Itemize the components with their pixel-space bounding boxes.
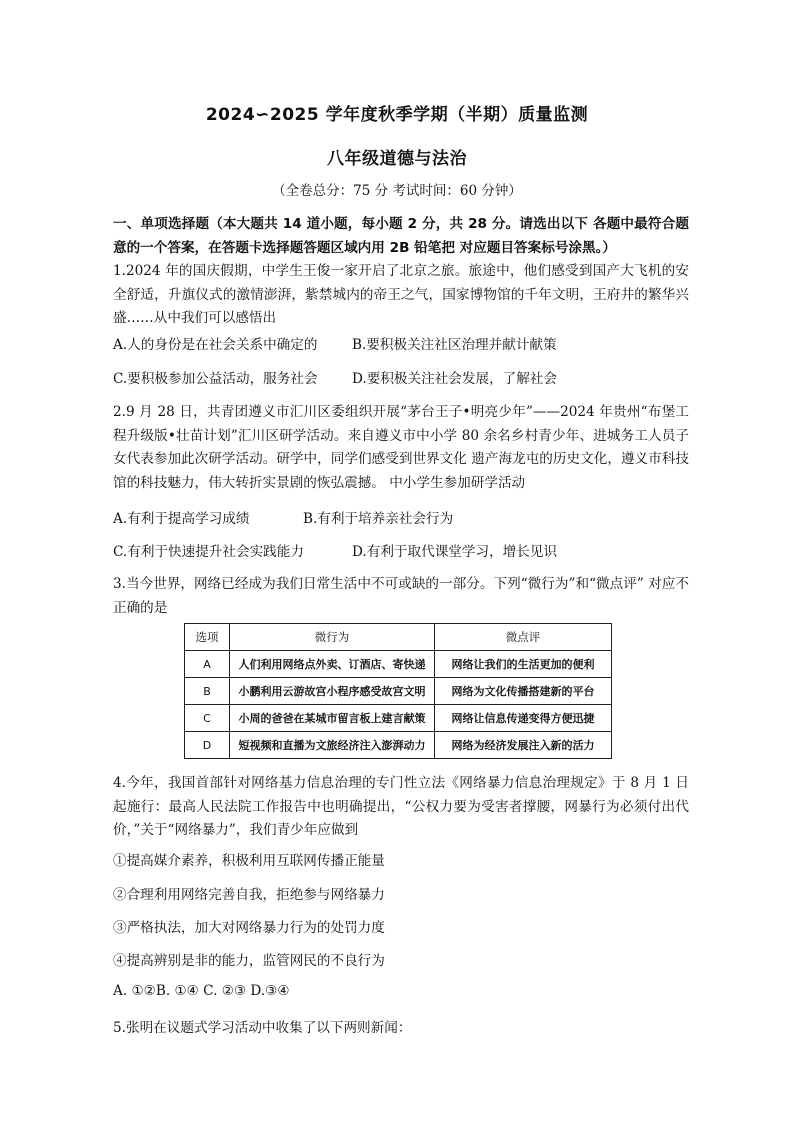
table-row [185, 705, 612, 732]
question-2-stem: 2.9 月 28 日，共青团遵义市汇川区委组织开展“茅台王子•明亮少年”——2024 年贵州“布堡工程升级版•壮苗计划”汇川区研学活动。来自遵义市中小学 80 余名乡村青少年、进城务工人员子女代表参加此次研学活动。研学中，同学们感受到世界文化 遗产海龙屯的历史文化，遵义市科技馆的科技魅力，伟大转折实景剧的恢弘震撼。 中小学生参加研学活动 [113, 404, 689, 491]
exam-title: 2024∽2025 学年度秋季学期（半期）质量监测 [205, 105, 589, 125]
table-cell-comment: 网络让我们的生活更加的便利 [435, 651, 612, 678]
question-3-table [184, 623, 612, 759]
table-header-micro-action: 微行为 [230, 624, 435, 651]
question-2-option-d: D.有利于取代课堂学习，增长见识 [352, 544, 558, 560]
table-header-row [185, 624, 612, 651]
table-header-micro-comment: 微点评 [435, 624, 612, 651]
question-1-option-d: D.要积极关注社会发展，了解社会 [352, 371, 558, 387]
table-row [185, 732, 612, 759]
table-row [185, 651, 612, 678]
question-1-stem: 1.2024 年的国庆假期，中学生王俊一家开启了北京之旅。旅途中，他们感受到国产大飞机的安全舒适，升旗仪式的激情澎湃，紫禁城内的帝王之气，国家博物馆的千年文明，王府井的繁华兴盛……从中我们可以感悟出 [113, 263, 689, 326]
table-header-option: 选项 [185, 624, 230, 651]
table-cell-action: 人们利用网络点外卖、订酒店、寄快递 [230, 651, 435, 678]
question-4-stem: 4.今年，我国首部针对网络基力信息治理的专门性立法《网络暴力信息治理规定》于 8 月 1 日起施行：最高人民法院工作报告中也明确提出，“公权力要为受害者撑腰，网暴行为必须付出代价，”关于“网络暴力”，我们青少年应做到 [113, 775, 689, 838]
question-3-stem: 3.当今世界，网络已经成为我们日常生活中不可或缺的一部分。下列“微行为”和“微点评” 对应不正确的是 [113, 576, 689, 616]
question-5-stem: 5.张明在议题式学习活动中收集了以下两则新闻： [113, 1020, 412, 1036]
question-1-option-b: B.要积极关注社区治理并献计献策 [352, 337, 557, 353]
question-1-option-c: C.要积极参加公益活动，服务社会 [113, 371, 318, 387]
table-cell-action: 短视频和直播为文旅经济注入澎湃动力 [230, 732, 435, 759]
question-2-option-b: B.有利于培养亲社会行为 [303, 511, 454, 527]
table-cell-comment: 网络为文化传播搭建新的平台 [435, 678, 612, 705]
table-cell-option: B [185, 678, 230, 705]
table-cell-action: 小鹏利用云游故宫小程序感受故宫文明 [230, 678, 435, 705]
table-cell-comment: 网络让信息传递变得方便迅捷 [435, 705, 612, 732]
question-4-item-2: ②合理利用网络完善自我，拒绝参与网络暴力 [113, 887, 385, 903]
table-cell-option: C [185, 705, 230, 732]
table-cell-action: 小周的爸爸在某城市留言板上建言献策 [230, 705, 435, 732]
table-cell-comment: 网络为经济发展注入新的活力 [435, 732, 612, 759]
section-heading: 一、单项选择题（本大题共 14 道小题，每小题 2 分，共 28 分。请选出以下 各题中最符合题意的一个答案，在答题卡选择题答题区域内用 2B 铅笔把 对应题目答案标号涂黑。） [113, 216, 689, 256]
exam-info: （全卷总分：75 分 考试时间：60 分钟） [272, 183, 522, 199]
question-4-item-4: ④提高辨别是非的能力，监管网民的不良行为 [113, 953, 385, 969]
question-2-option-a: A.有利于提高学习成绩 [113, 511, 250, 527]
question-4-item-3: ③严格执法，加大对网络暴力行为的处罚力度 [113, 920, 385, 936]
subject-title: 八年级道德与法治 [327, 149, 467, 169]
table-cell-option: D [185, 732, 230, 759]
table-cell-option: A [185, 651, 230, 678]
question-1-option-a: A.人的身份是在社会关系中确定的 [113, 337, 318, 353]
table-row [185, 678, 612, 705]
question-2-option-c: C.有利于快速提升社会实践能力 [113, 544, 304, 560]
question-4-choices: A. ①②B. ①④ C. ②③ D.③④ [113, 983, 290, 999]
question-4-item-1: ①提高媒介素养，积极利用互联网传播正能量 [113, 853, 385, 869]
